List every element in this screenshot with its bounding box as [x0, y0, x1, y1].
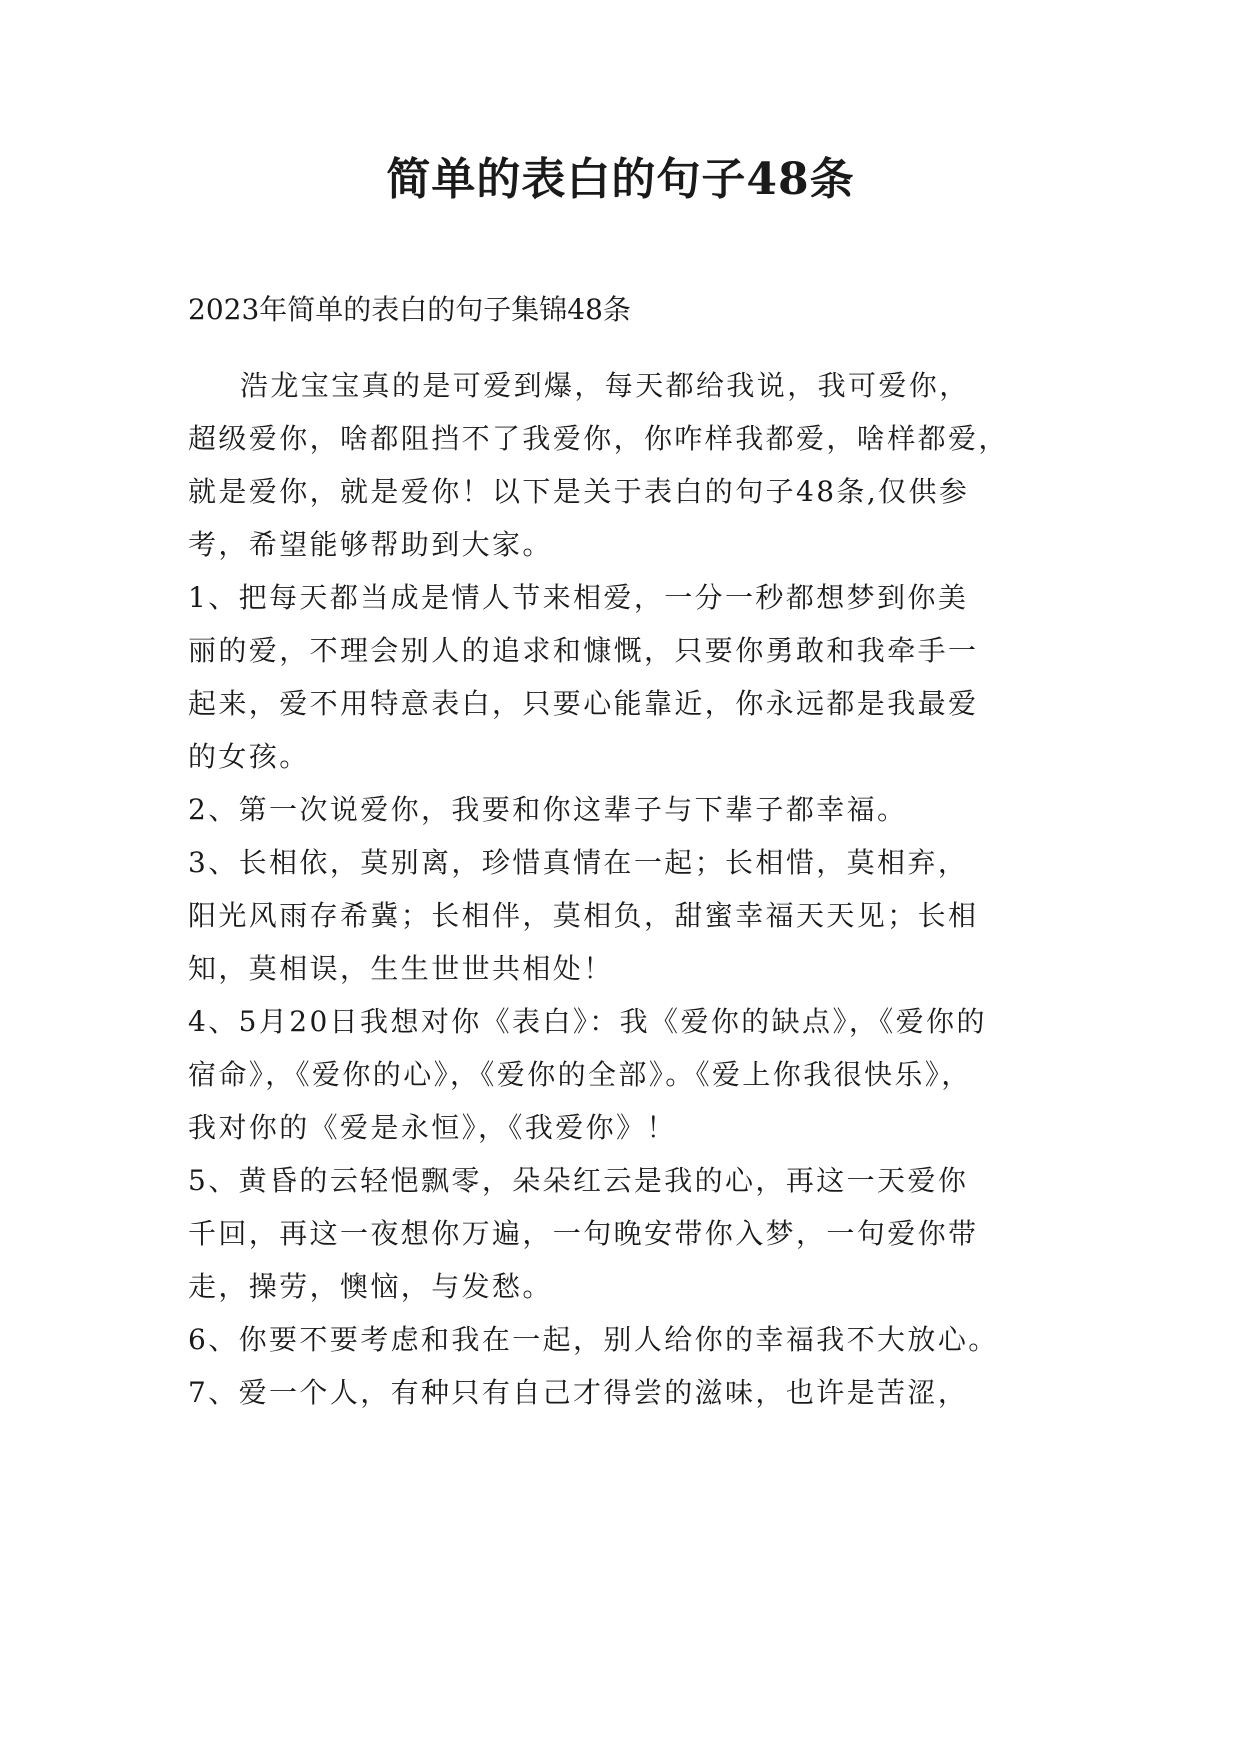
body-line: 走，操劳，懊恼，与发愁。 — [188, 1270, 553, 1303]
body-line: 丽的爱，不理会别人的追求和慷慨，只要你勇敢和我牵手一 — [188, 634, 979, 667]
body-line: 阳光风雨存希冀；长相伴，莫相负，甜蜜幸福天天见；长相 — [188, 899, 979, 932]
document-title: 简单的表白的句子48条 — [386, 154, 855, 205]
body-line: 起来，爱不用特意表白，只要心能靠近，你永远都是我最爱 — [188, 687, 979, 720]
body-line: 5、黄昏的云轻悒飘零，朵朵红云是我的心，再这一天爱你 — [188, 1164, 969, 1197]
body-line: 3、长相依，莫别离，珍惜真情在一起；长相惜，莫相弃， — [188, 846, 969, 879]
body-line: 7、爱一个人，有种只有自己才得尝的滋味，也许是苦涩， — [188, 1376, 969, 1409]
body-line: 知，莫相误，生生世世共相处！ — [188, 952, 614, 985]
body-line: 4、5月20日我想对你《表白》：我《爱你的缺点》，《爱你的 — [188, 1005, 987, 1038]
body-line: 6、你要不要考虑和我在一起，别人给你的幸福我不大放心。 — [188, 1323, 999, 1356]
body-line: 千回，再这一夜想你万遍，一句晚安带你入梦，一句爱你带 — [188, 1217, 979, 1250]
body-line: 2、第一次说爱你，我要和你这辈子与下辈子都幸福。 — [188, 793, 908, 826]
body-line: 宿命》，《爱你的心》，《爱你的全部》。《爱上你我很快乐》， — [188, 1058, 972, 1091]
body-line: 我对你的《爱是永恒》，《我爱你》！ — [188, 1111, 677, 1144]
body-line: 浩龙宝宝真的是可爱到爆，每天都给我说，我可爱你， — [240, 369, 970, 402]
body-line: 考，希望能够帮助到大家。 — [188, 528, 553, 561]
document-subtitle: 2023年简单的表白的句子集锦48条 — [188, 293, 631, 326]
body-line: 就是爱你，就是爱你！以下是关于表白的句子48条,仅供参 — [188, 475, 970, 508]
body-line: 的女孩。 — [188, 740, 310, 773]
body-line: 超级爱你，啥都阻挡不了我爱你，你咋样我都爱，啥样都爱， — [188, 422, 1009, 455]
body-line: 1、把每天都当成是情人节来相爱，一分一秒都想梦到你美 — [188, 581, 969, 614]
